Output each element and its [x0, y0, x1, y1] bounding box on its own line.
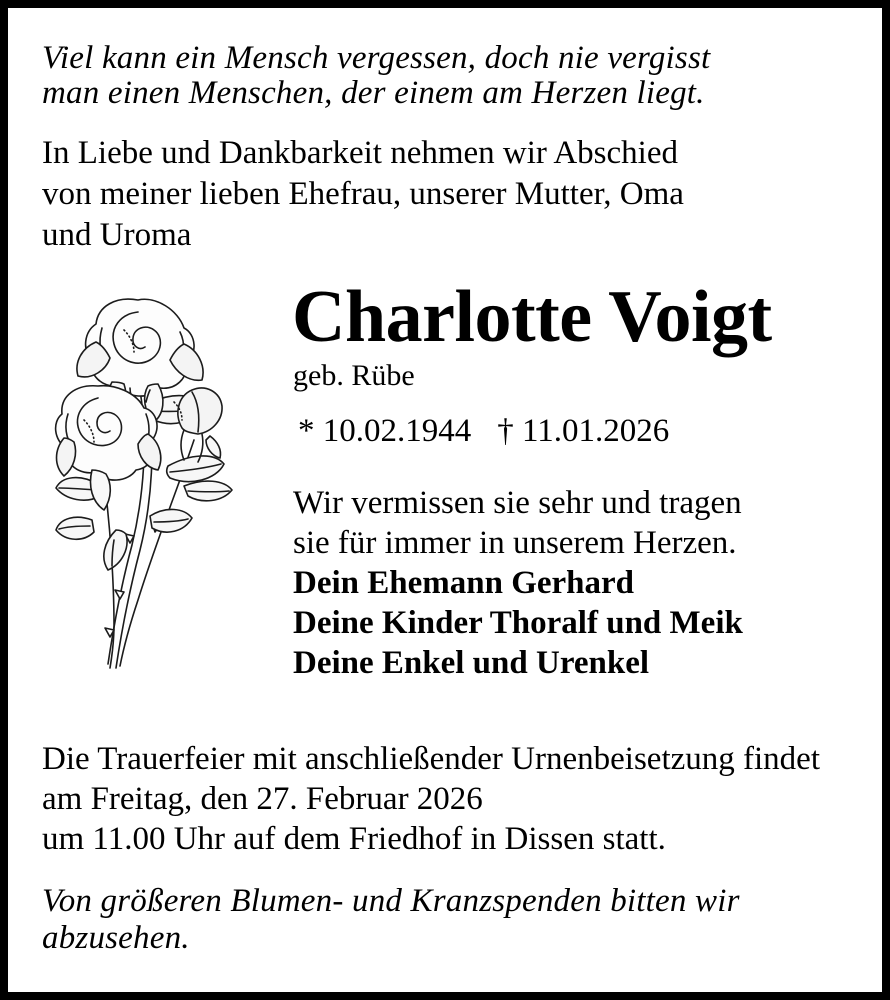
death-date: † 11.01.2026 [497, 413, 670, 449]
life-dates [298, 413, 669, 449]
intro-line-1: In Liebe und Dankbarkeit nehmen wir Abschied [42, 135, 678, 171]
maiden-name: geb. Rübe [293, 359, 415, 392]
mourners-list [293, 563, 743, 683]
donation-line-1: Von größeren Blumen- und Kranzspenden bitten wir [42, 883, 740, 919]
epigraph-line-2: man einen Menschen, der einem am Herzen liegt. [42, 75, 705, 111]
birth-date: * 10.02.1944 [298, 413, 472, 449]
intro-line-2: von meiner lieben Ehefrau, unserer Mutter, Oma [42, 176, 684, 212]
roses-icon [54, 290, 286, 690]
mourner-husband: Dein Ehemann Gerhard [293, 565, 635, 601]
donation-note [42, 883, 740, 957]
roses-illustration [54, 290, 286, 690]
funeral-line-3: um 11.00 Uhr auf dem Friedhof in Dissen statt. [42, 821, 666, 857]
mourner-grandchildren: Deine Enkel und Urenkel [293, 645, 650, 681]
epigraph [42, 41, 710, 111]
mourner-children: Deine Kinder Thoralf und Meik [293, 605, 743, 641]
funeral-line-2: am Freitag, den 27. Februar 2026 [42, 781, 483, 817]
tribute-text [293, 483, 742, 563]
funeral-line-1: Die Trauerfeier mit anschließender Urnenbeisetzung findet [42, 741, 820, 777]
tribute-line-1: Wir vermissen sie sehr und tragen [293, 485, 742, 521]
intro-line-3: und Uroma [42, 217, 192, 253]
tribute-line-2: sie für immer in unserem Herzen. [293, 525, 737, 561]
epigraph-line-1: Viel kann ein Mensch vergessen, doch nie vergisst [42, 40, 711, 76]
funeral-info [42, 739, 820, 859]
donation-line-2: abzusehen. [42, 920, 190, 956]
deceased-name: Charlotte Voigt [292, 276, 772, 358]
intro-text [42, 133, 684, 256]
